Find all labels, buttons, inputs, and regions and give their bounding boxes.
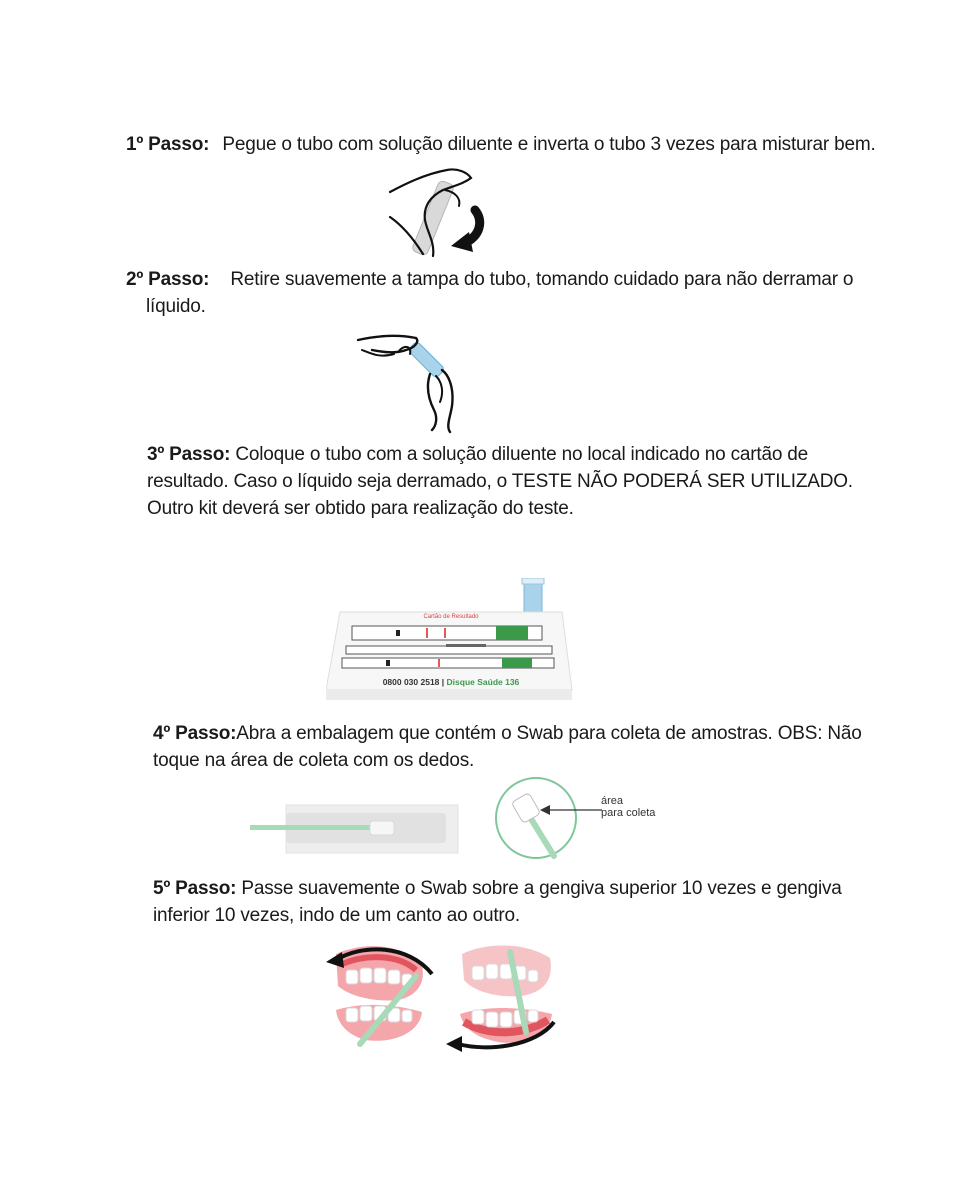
test-card-illustration bbox=[326, 578, 576, 702]
swab-package-illustration bbox=[250, 803, 462, 855]
step-2-text-line1: Retire suavemente a tampa do tubo, tomando cuidado para não derramar o bbox=[230, 269, 854, 290]
step-1 bbox=[126, 131, 876, 158]
callout-arrow bbox=[538, 803, 604, 817]
step-1-text: Pegue o tubo com solução diluente e inverta o tubo 3 vezes para misturar bem. bbox=[222, 134, 876, 155]
step-3-text-line3: Outro kit deverá ser obtido para realização do teste. bbox=[147, 498, 574, 519]
swab-callout-line2: para coleta bbox=[601, 807, 656, 819]
test-card-disque-saude: Disque Saúde 136 bbox=[446, 677, 520, 687]
step-5-text-line1: Passe suavemente o Swab sobre a gengiva superior 10 vezes e gengiva bbox=[241, 878, 842, 899]
step-2 bbox=[126, 266, 853, 320]
step-3 bbox=[147, 441, 853, 522]
step-4 bbox=[153, 720, 862, 774]
step-4-label: 4º Passo: bbox=[153, 723, 237, 744]
step-2-text-line2: líquido. bbox=[146, 296, 206, 317]
test-card-hotline bbox=[326, 677, 576, 687]
swab-callout-line1: área bbox=[601, 795, 624, 807]
step-3-text-line1: Coloque o tubo com a solução diluente no local indicado no cartão de bbox=[235, 444, 809, 465]
step-1-label: 1º Passo: bbox=[126, 134, 210, 155]
swab-circle-illustration bbox=[490, 776, 582, 860]
step-3-text-line2: resultado. Caso o líquido seja derramado, o TESTE NÃO PODERÁ SER UTILIZADO. bbox=[147, 471, 853, 492]
step-4-text-line2: toque na área de coleta com os dedos. bbox=[153, 750, 475, 771]
step-5-text-line2: inferior 10 vezes, indo de um canto ao outro. bbox=[153, 905, 521, 926]
step-3-label: 3º Passo: bbox=[147, 444, 231, 465]
test-card-phone: 0800 030 2518 | bbox=[382, 677, 445, 687]
step-5-label: 5º Passo: bbox=[153, 878, 237, 899]
step-2-label: 2º Passo: bbox=[126, 269, 210, 290]
swab-callout-label bbox=[601, 795, 655, 819]
step-4-text-line1: Abra a embalagem que contém o Swab para coleta de amostras. OBS: Não bbox=[236, 723, 862, 744]
open-tube-illustration bbox=[354, 330, 464, 434]
step-5 bbox=[153, 875, 842, 929]
test-card-header: Cartão de Resultado bbox=[423, 614, 479, 620]
invert-tube-illustration bbox=[385, 162, 495, 262]
gum-swab-illustration bbox=[322, 940, 562, 1056]
